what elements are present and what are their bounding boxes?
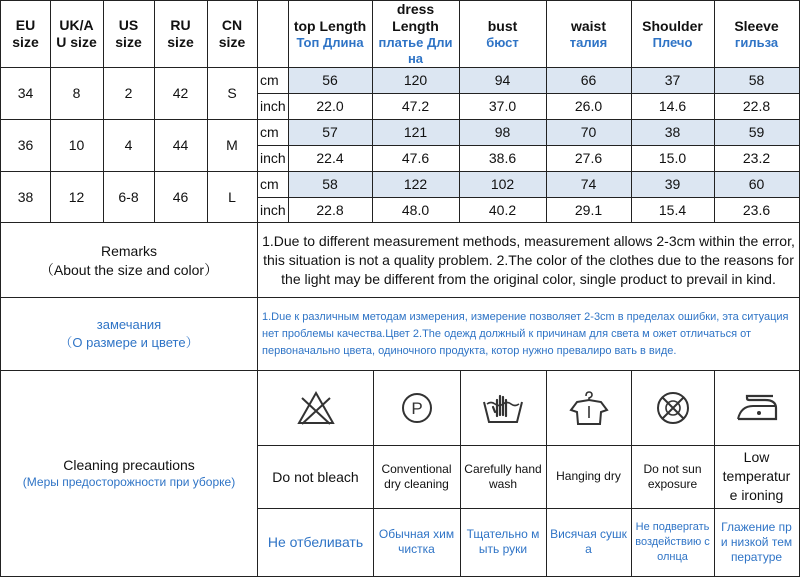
grid-line <box>257 222 258 577</box>
grid-line <box>372 0 373 222</box>
header-us-size <box>103 1 154 67</box>
svg-text:P: P <box>410 399 423 418</box>
measure-cm-cell: 122 <box>403 176 428 192</box>
measure-cm-cell: 98 <box>494 124 511 140</box>
measure-cm-cell: 38 <box>664 124 681 140</box>
header-ru: Плечо <box>652 34 693 50</box>
size-cn-cell: L <box>228 189 236 205</box>
measure-inch-cell: 48.0 <box>401 202 430 218</box>
header-uk-size <box>50 1 103 67</box>
grid-line <box>257 93 800 94</box>
remarks-ru-text: 1.Due к различным методам измерения, измерение позволяет 2-3cm в пределах ошибки, эта ситуация нет проблемы качества.Цвет 2.The одежд должный к причинам для света м ожет отличаться от первоначально цвета, одиночного продукта, котор нужно превалиро вать в виде. <box>262 310 789 357</box>
grid-line <box>0 119 800 120</box>
measure-inch-cell: 47.6 <box>401 150 430 166</box>
grid-line <box>154 0 155 222</box>
grid-line <box>0 222 800 223</box>
unit-inch-label: inch <box>260 150 286 166</box>
measure-inch-cell: 22.0 <box>316 98 344 114</box>
header-ru: талия <box>569 34 608 50</box>
cleaning-ru-label: Не подвергать воздействию с олнца <box>635 520 710 563</box>
size-us-cell: 6-8 <box>118 189 139 205</box>
remarks-ru-label <box>1 298 257 370</box>
header-eu-size <box>1 1 50 67</box>
header-cn-size <box>207 1 257 67</box>
remarks-subtitle: （About the size and color） <box>39 261 219 278</box>
grid-line <box>257 197 800 198</box>
cleaning-ru-label: Тщательно м ыть руки <box>466 527 540 556</box>
header-label: size <box>167 34 194 50</box>
grid-line <box>257 445 800 446</box>
size-eu-cell: 38 <box>17 189 34 205</box>
grid-line <box>460 370 461 577</box>
header-label: CN <box>221 17 243 33</box>
grid-line <box>714 0 715 222</box>
unit-cm-label: cm <box>260 124 279 140</box>
grid-line <box>714 370 715 577</box>
grid-line <box>0 370 800 371</box>
header-shoulder <box>631 1 714 67</box>
size-us-cell: 2 <box>124 85 133 101</box>
cleaning-en-label: Do not sun exposure <box>643 461 702 491</box>
unit-inch-label: inch <box>260 98 286 114</box>
size-cn-cell: M <box>226 137 238 153</box>
header-en: Shoulder <box>642 17 703 34</box>
remarks-title: Remarks <box>100 242 157 259</box>
measure-cm-cell: 74 <box>580 176 597 192</box>
cleaning-ru-label: Не отбеливать <box>267 534 364 550</box>
header-label: size <box>218 34 246 50</box>
size-eu-cell: 36 <box>17 137 34 153</box>
grid-line <box>257 145 800 146</box>
unit-cm-label: cm <box>260 72 279 88</box>
header-ru: Топ Длина <box>296 34 364 50</box>
measure-cm-cell: 58 <box>748 72 765 88</box>
header-ru: гильза <box>734 34 779 50</box>
measure-inch-cell: 22.4 <box>316 150 344 166</box>
measure-inch-cell: 47.2 <box>401 98 430 114</box>
size-uk-cell: 12 <box>68 189 85 205</box>
measure-inch-cell: 14.6 <box>658 98 687 114</box>
grid-line <box>0 171 800 172</box>
header-label: size <box>12 34 39 50</box>
cleaning-subtitle: (Меры предосторожности при уборке) <box>22 475 236 489</box>
header-en: Sleeve <box>734 17 779 34</box>
measure-inch-cell: 15.0 <box>658 150 687 166</box>
cleaning-ru-label: Обычная хим чистка <box>378 527 455 556</box>
measure-inch-cell: 22.8 <box>742 98 771 114</box>
measure-cm-cell: 121 <box>403 124 428 140</box>
measure-inch-cell: 29.1 <box>574 202 603 218</box>
remarks-ru-subtitle: （О размере и цвете） <box>59 335 199 350</box>
cleaning-en-label: Low temperatur e ironing <box>722 449 791 503</box>
measure-inch-cell: 26.0 <box>574 98 603 114</box>
no-sun-icon <box>631 371 714 445</box>
cleaning-en-label: Conventional dry cleaning <box>381 461 452 491</box>
header-en: bust <box>487 17 518 34</box>
measure-inch-cell: 38.6 <box>488 150 517 166</box>
grid-line <box>0 0 800 1</box>
grid-line <box>0 297 800 298</box>
cleaning-en-label: Do not bleach <box>272 468 359 485</box>
grid-line <box>288 0 289 222</box>
header-ru-size <box>154 1 207 67</box>
grid-line <box>257 0 258 222</box>
cleaning-title: Cleaning precautions <box>63 457 195 473</box>
measure-cm-cell: 37 <box>664 72 681 88</box>
remarks-label <box>1 223 257 298</box>
header-waist <box>546 1 631 67</box>
size-ru-cell: 44 <box>172 137 189 153</box>
grid-line <box>257 508 800 509</box>
header-dress-length <box>372 1 459 67</box>
header-en: dress Length <box>392 1 439 34</box>
remarks-text: 1.Due to different measurement methods, measurement allows 2-3cm within the error, this situation is not a quality problem. 2.The color of the clothes due to the reasons for the light may be different from the original color, single product to prevail in kind. <box>262 233 795 287</box>
grid-line <box>631 0 632 222</box>
grid-line <box>50 0 51 222</box>
header-label: US <box>118 17 139 33</box>
header-label: EU <box>15 17 36 33</box>
no-bleach-icon <box>258 371 373 445</box>
size-cn-cell: S <box>227 85 237 101</box>
measure-cm-cell: 94 <box>494 72 511 88</box>
measure-inch-cell: 23.2 <box>742 150 771 166</box>
measure-cm-cell: 59 <box>748 124 765 140</box>
grid-line <box>459 0 460 222</box>
measure-inch-cell: 40.2 <box>488 202 517 218</box>
size-uk-cell: 8 <box>72 85 81 101</box>
cleaning-en-label: Carefully hand wash <box>464 461 542 491</box>
unit-inch-label: inch <box>260 202 286 218</box>
measure-inch-cell: 23.6 <box>742 202 771 218</box>
measure-cm-cell: 56 <box>322 72 338 88</box>
size-ru-cell: 46 <box>172 189 189 205</box>
size-ru-cell: 42 <box>172 85 189 101</box>
measure-cm-cell: 58 <box>322 176 338 192</box>
cleaning-ru-label: Глажение пр и низкой тем пературе <box>720 519 793 564</box>
measure-cm-cell: 120 <box>403 72 428 88</box>
iron-low-icon <box>714 371 799 445</box>
measure-cm-cell: 102 <box>490 176 515 192</box>
size-eu-cell: 34 <box>17 85 34 101</box>
measure-cm-cell: 60 <box>748 176 765 192</box>
header-ru: платье Дли на <box>378 35 453 66</box>
header-label: U size <box>56 34 97 50</box>
size-uk-cell: 10 <box>68 137 85 153</box>
measure-inch-cell: 15.4 <box>658 202 687 218</box>
dry-clean-p-icon <box>373 371 460 445</box>
grid-line <box>373 370 374 577</box>
cleaning-label <box>1 370 257 576</box>
grid-line <box>546 0 547 222</box>
grid-line <box>103 0 104 222</box>
grid-line <box>207 0 208 222</box>
measure-cm-cell: 39 <box>664 176 681 192</box>
header-label: UK/A <box>59 17 94 33</box>
measure-inch-cell: 22.8 <box>316 202 344 218</box>
header-ru: бюст <box>486 34 519 50</box>
header-bust <box>459 1 546 67</box>
header-label: RU <box>170 17 191 33</box>
header-en: top Length <box>293 17 367 34</box>
cleaning-en-label: Hanging dry <box>556 469 621 483</box>
grid-line <box>0 0 1 577</box>
grid-line <box>0 67 800 68</box>
size-us-cell: 4 <box>124 137 133 153</box>
measure-cm-cell: 66 <box>580 72 597 88</box>
measure-inch-cell: 27.6 <box>574 150 603 166</box>
measure-cm-cell: 70 <box>580 124 597 140</box>
header-top-length <box>288 1 372 67</box>
cleaning-ru-label: Висячая сушк а <box>550 527 627 556</box>
hand-wash-icon <box>460 371 546 445</box>
remarks-ru-title: замечания <box>96 317 162 332</box>
header-label: size <box>115 34 142 50</box>
measure-cm-cell: 57 <box>322 124 338 140</box>
hanging-dry-icon <box>546 371 631 445</box>
header-en: waist <box>570 17 606 34</box>
grid-line <box>546 370 547 577</box>
grid-line <box>631 370 632 577</box>
header-sleeve <box>714 1 799 67</box>
unit-cm-label: cm <box>260 176 279 192</box>
measure-inch-cell: 37.0 <box>488 98 517 114</box>
